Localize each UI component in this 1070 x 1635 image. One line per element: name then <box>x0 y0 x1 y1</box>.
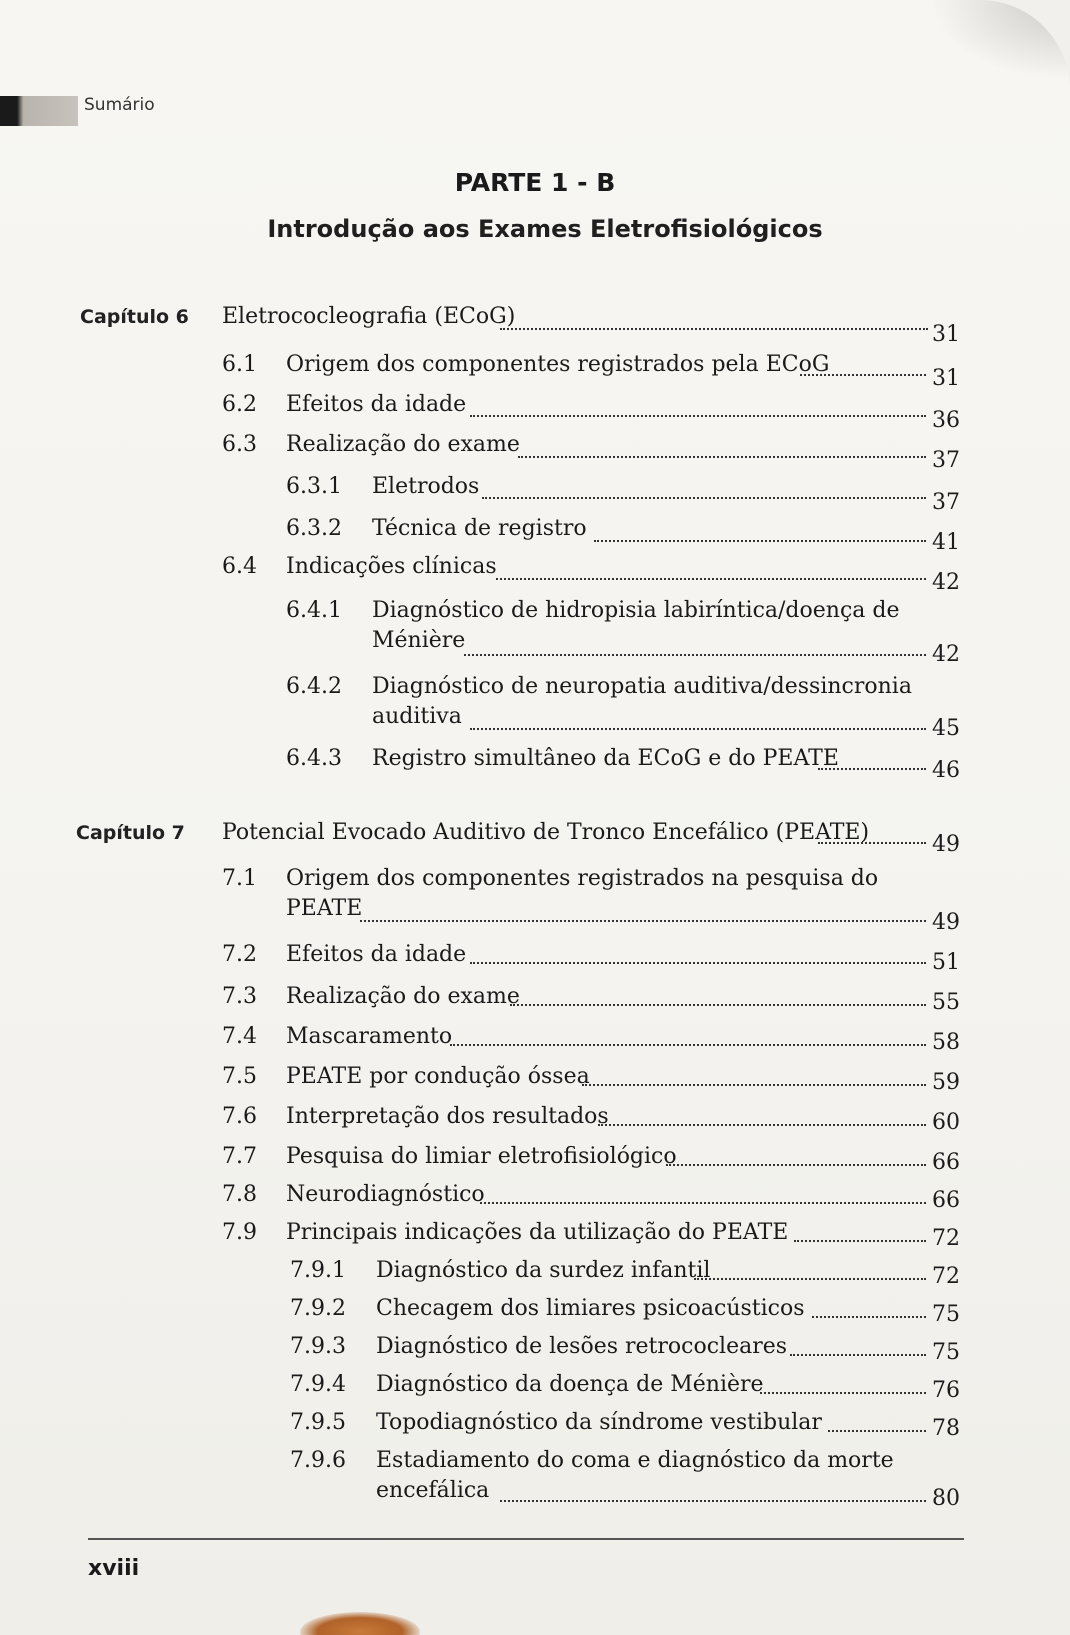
dot-leader <box>666 1164 926 1166</box>
entry-number: 6.4 <box>222 554 257 579</box>
dot-leader <box>470 962 926 964</box>
page-number: 58 <box>932 1030 960 1055</box>
dot-leader <box>510 1004 926 1006</box>
dot-leader <box>594 540 926 542</box>
entry-number: 7.9.1 <box>290 1258 346 1283</box>
page-number: 75 <box>932 1340 960 1365</box>
chapter-title-text: Potencial Evocado Auditivo de Tronco Encefálico (PEATE) <box>222 820 870 845</box>
entry-number: 7.9.2 <box>290 1296 346 1321</box>
part-subtitle: Introdução aos Exames Eletrofisiológicos <box>267 215 823 243</box>
page-number: 31 <box>932 366 960 391</box>
entry-title: Pesquisa do limiar eletrofisiológico <box>286 1144 677 1169</box>
dot-leader <box>790 1354 926 1356</box>
entry-title: Topodiagnóstico da síndrome vestibular <box>376 1410 822 1435</box>
page-number: 66 <box>932 1188 960 1213</box>
entry-title: Origem dos componentes registrados na pesquisa do <box>286 866 879 891</box>
entry-number: 6.4.3 <box>286 746 342 771</box>
dot-leader <box>760 1392 926 1394</box>
entry-title-continuation: auditiva <box>372 704 462 729</box>
entry-title: PEATE por condução óssea <box>286 1064 590 1089</box>
page-number: 46 <box>932 758 960 783</box>
chapter-title-text: Eletrococleografia (ECoG) <box>222 304 516 329</box>
dot-leader <box>470 728 926 730</box>
entry-title: Indicações clínicas <box>286 554 497 579</box>
page-number: 37 <box>932 448 960 473</box>
page-number: 37 <box>932 490 960 515</box>
entry-title-continuation: PEATE <box>286 896 363 921</box>
entry-title: Diagnóstico de hidropisia labiríntica/doença de <box>372 598 900 623</box>
page-number: 49 <box>932 832 960 857</box>
page-number: 80 <box>932 1486 960 1511</box>
dot-leader <box>480 1202 926 1204</box>
entry-title: Eletrodos <box>372 474 480 499</box>
dot-leader <box>800 374 926 376</box>
header-color-bar <box>0 96 78 126</box>
background-object <box>300 1612 420 1635</box>
page-number: 42 <box>932 642 960 667</box>
chapter-label: Capítulo 6 <box>80 306 189 328</box>
entry-number: 7.6 <box>222 1104 257 1129</box>
entry-title: Diagnóstico de lesões retrococleares <box>376 1334 788 1359</box>
chapter-label: Capítulo 7 <box>76 822 185 844</box>
page-number: 72 <box>932 1226 960 1251</box>
entry-title: Diagnóstico da surdez infantil <box>376 1258 711 1283</box>
entry-number: 7.8 <box>222 1182 257 1207</box>
entry-title: Estadiamento do coma e diagnóstico da morte <box>376 1448 894 1473</box>
entry-title: Mascaramento <box>286 1024 453 1049</box>
dot-leader <box>812 1316 926 1318</box>
entry-number: 7.9 <box>222 1220 257 1245</box>
entry-title: Técnica de registro <box>372 516 587 541</box>
page-number: 31 <box>932 322 960 347</box>
page-number: 78 <box>932 1416 960 1441</box>
page-number: 59 <box>932 1070 960 1095</box>
footer-rule <box>88 1538 964 1540</box>
entry-title: Interpretação dos resultados <box>286 1104 609 1129</box>
page-number: 41 <box>932 530 960 555</box>
entry-title: Checagem dos limiares psicoacústicos <box>376 1296 805 1321</box>
entry-number: 6.3 <box>222 432 257 457</box>
dot-leader <box>818 768 926 770</box>
entry-number: 7.9.5 <box>290 1410 346 1435</box>
entry-title: Origem dos componentes registrados pela ECoG <box>286 352 830 377</box>
dot-leader <box>470 415 926 417</box>
entry-title: Neurodiagnóstico <box>286 1182 485 1207</box>
dot-leader <box>518 456 926 458</box>
entry-title: Realização do exame <box>286 984 520 1009</box>
dot-leader <box>598 1124 926 1126</box>
part-title: PARTE 1 - B <box>454 168 616 197</box>
entry-number: 7.7 <box>222 1144 257 1169</box>
entry-number: 7.2 <box>222 942 257 967</box>
page-number: 60 <box>932 1110 960 1135</box>
entry-number: 6.3.2 <box>286 516 342 541</box>
entry-number: 7.9.3 <box>290 1334 346 1359</box>
page-number: 76 <box>932 1378 960 1403</box>
dot-leader <box>496 578 926 580</box>
entry-number: 6.3.1 <box>286 474 342 499</box>
page-number: 45 <box>932 716 960 741</box>
page-number: 66 <box>932 1150 960 1175</box>
page-corner-shadow <box>930 0 1070 80</box>
entry-number: 6.1 <box>222 352 257 377</box>
page-number: 55 <box>932 990 960 1015</box>
page-number: 42 <box>932 570 960 595</box>
entry-title: Diagnóstico da doença de Ménière <box>376 1372 764 1397</box>
dot-leader <box>464 654 926 656</box>
entry-number: 6.2 <box>222 392 257 417</box>
page-number: 75 <box>932 1302 960 1327</box>
page-folio: xviii <box>88 1556 140 1581</box>
running-header: Sumário <box>84 95 155 115</box>
page-number: 72 <box>932 1264 960 1289</box>
page-number: 49 <box>932 910 960 935</box>
dot-leader <box>482 497 926 499</box>
entry-number: 7.3 <box>222 984 257 1009</box>
page-number: 36 <box>932 408 960 433</box>
dot-leader <box>694 1278 926 1280</box>
entry-title-continuation: encefálica <box>376 1478 490 1503</box>
dot-leader <box>794 1240 926 1242</box>
entry-title: Principais indicações da utilização do PEATE <box>286 1220 789 1245</box>
entry-number: 7.9.4 <box>290 1372 346 1397</box>
entry-title: Efeitos da idade <box>286 392 467 417</box>
page-number: 51 <box>932 950 960 975</box>
entry-title: Efeitos da idade <box>286 942 467 967</box>
entry-number: 7.1 <box>222 866 257 891</box>
entry-title-continuation: Ménière <box>372 628 466 653</box>
dot-leader <box>450 1044 926 1046</box>
entry-number: 7.5 <box>222 1064 257 1089</box>
entry-number: 6.4.1 <box>286 598 342 623</box>
entry-title: Realização do exame <box>286 432 520 457</box>
entry-number: 6.4.2 <box>286 674 342 699</box>
entry-title: Registro simultâneo da ECoG e do PEATE <box>372 746 839 771</box>
dot-leader <box>818 842 926 844</box>
dot-leader <box>500 1500 926 1502</box>
entry-title: Diagnóstico de neuropatia auditiva/dessincronia <box>372 674 912 699</box>
dot-leader <box>828 1430 926 1432</box>
entry-number: 7.4 <box>222 1024 257 1049</box>
dot-leader <box>582 1084 926 1086</box>
entry-number: 7.9.6 <box>290 1448 346 1473</box>
dot-leader <box>360 920 926 922</box>
dot-leader <box>500 328 928 330</box>
